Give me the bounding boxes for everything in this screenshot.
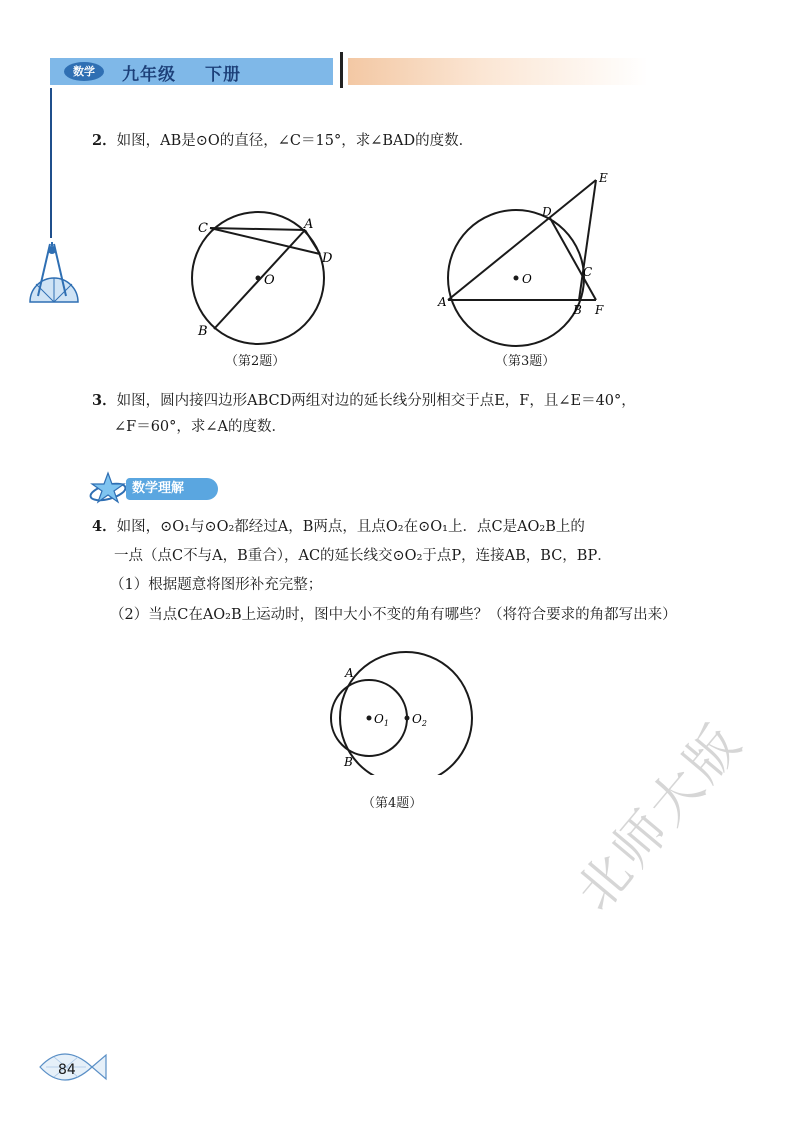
center-o2-dot	[405, 716, 410, 721]
label-e: E	[599, 171, 608, 185]
label-a: A	[438, 295, 447, 309]
label-b: B	[573, 303, 582, 317]
compass-protractor-icon	[26, 240, 82, 306]
label-o2: $O_2$	[412, 712, 427, 728]
problem-4-sub-2: （2）当点C在AO₂B上运动时，图中大小不变的角有哪些？（将符合要求的角都写出来）	[110, 607, 677, 623]
problem-4-line-1: 如图，⊙O₁与⊙O₂都经过A，B两点，且点O₂在⊙O₁上．点C是AO₂B上的	[116, 519, 585, 535]
problem-number: 4．	[92, 518, 117, 535]
figure-3-caption: （第3题）	[495, 354, 556, 369]
center-dot	[514, 276, 519, 281]
figure-3-diagram	[436, 170, 626, 350]
label-b: B	[198, 324, 208, 339]
volume-label: 下册	[205, 65, 241, 85]
problem-text-line-1: 如图，圆内接四边形ABCD两组对边的延长线分别相交于点E，F，且∠E＝40°，	[116, 393, 636, 409]
center-dot	[256, 276, 261, 281]
problem-2	[92, 130, 473, 152]
label-c: C	[583, 265, 593, 279]
label-c: C	[198, 221, 208, 236]
figure-2-caption: （第2题）	[225, 354, 286, 369]
problem-4-sub-1: （1）根据题意将图形补充完整；	[110, 577, 323, 593]
label-a: A	[304, 217, 314, 232]
problem-number: 2．	[92, 132, 117, 149]
label-a: A	[345, 666, 354, 680]
label-b: B	[344, 755, 353, 769]
label-o: O	[264, 273, 275, 288]
problem-number: 3．	[92, 392, 117, 409]
problem-4	[92, 516, 585, 538]
page-number: 84	[58, 1062, 76, 1078]
problem-4-line-2: 一点（点C不与A，B重合），AC的延长线交⊙O₂于点P，连接AB，BC，BP．	[114, 548, 612, 564]
chord-ca	[210, 228, 305, 230]
line-ecb	[579, 180, 596, 300]
center-o1-dot	[367, 716, 372, 721]
grade-label: 九年级	[122, 65, 176, 85]
problem-3	[92, 390, 636, 412]
problem-3-line-2: ∠F＝60°，求∠A的度数．	[114, 419, 287, 435]
math-logo: 数学	[64, 62, 104, 81]
figure-4-diagram	[320, 650, 490, 775]
section-title-badge: 数学理解	[126, 478, 218, 500]
figure-4-caption: （第4题）	[362, 796, 423, 811]
star-planet-icon	[86, 470, 130, 506]
label-o: O	[522, 272, 532, 286]
label-o1: $O_1$	[374, 712, 389, 728]
margin-line	[50, 88, 52, 238]
problem-text: 如图，AB是⊙O的直径，∠C＝15°，求∠BAD的度数．	[116, 133, 474, 149]
figure-2-diagram	[180, 208, 350, 348]
label-f: F	[595, 303, 604, 317]
header-divider	[340, 52, 343, 88]
publisher-watermark: 北师大版	[564, 711, 755, 922]
label-d: D	[322, 251, 333, 266]
label-d: D	[542, 205, 552, 219]
header-gradient-bar	[348, 58, 648, 85]
